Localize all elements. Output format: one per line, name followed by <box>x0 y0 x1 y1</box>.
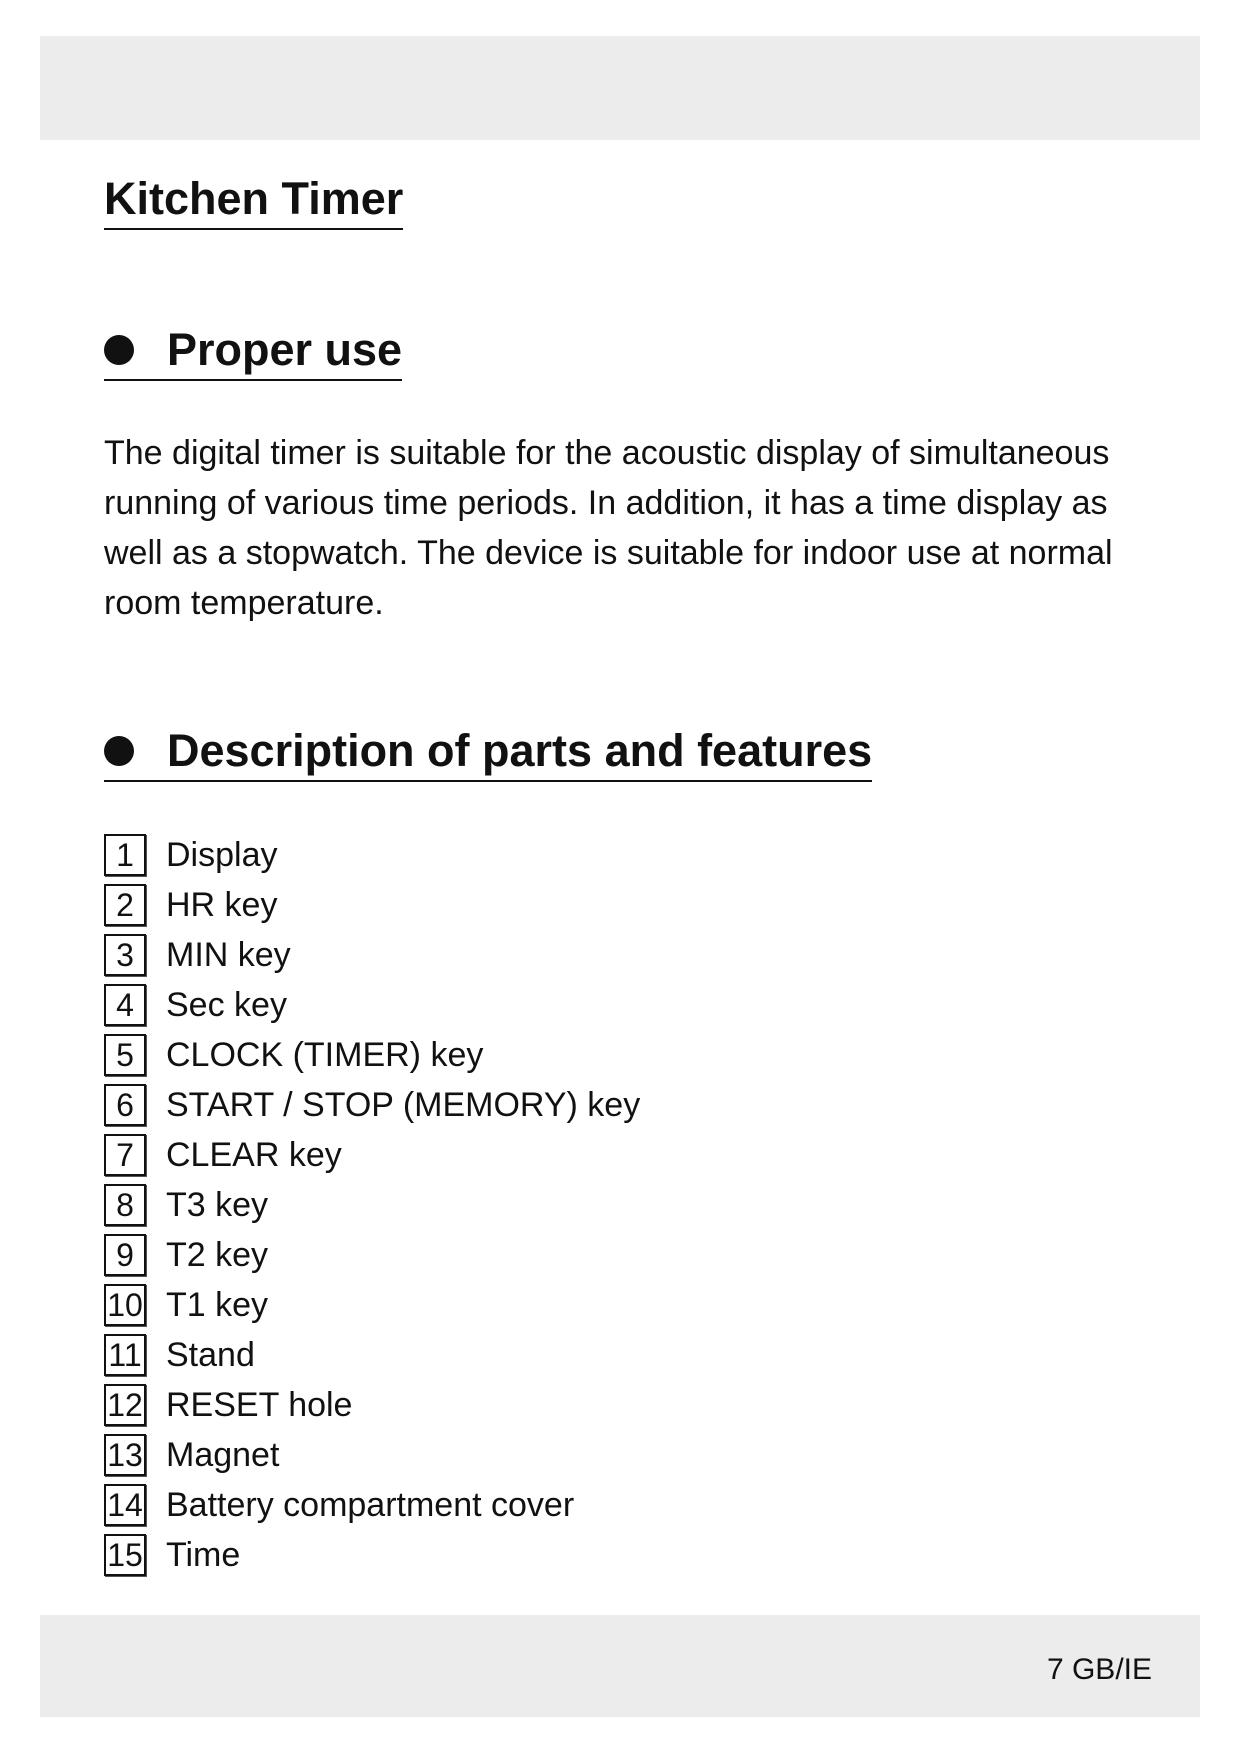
part-number-box: 11 <box>104 1334 146 1376</box>
document-title: Kitchen Timer <box>104 174 403 230</box>
part-label: T1 key <box>166 1285 269 1324</box>
list-item <box>104 1030 640 1080</box>
part-label: START / STOP (MEMORY) key <box>166 1085 641 1124</box>
part-label: CLOCK (TIMER) key <box>166 1035 484 1074</box>
part-number-box: 8 <box>104 1184 146 1226</box>
section-heading-proper-use <box>104 325 402 381</box>
parts-list <box>104 830 640 1580</box>
part-label: T3 key <box>166 1185 269 1224</box>
part-label: CLEAR key <box>166 1135 342 1174</box>
part-label: Time <box>166 1535 241 1574</box>
footer-band <box>40 1615 1200 1717</box>
list-item <box>104 1230 640 1280</box>
section-heading-label: Description of parts and features <box>167 725 873 776</box>
part-number-box: 3 <box>104 934 146 976</box>
list-item <box>104 830 640 880</box>
list-item <box>104 1080 640 1130</box>
bullet-icon <box>104 736 134 766</box>
part-label: HR key <box>166 885 278 924</box>
part-number-box: 13 <box>104 1434 146 1476</box>
list-item <box>104 980 640 1030</box>
part-number-box: 15 <box>104 1534 146 1576</box>
list-item <box>104 1480 640 1530</box>
list-item <box>104 1380 640 1430</box>
proper-use-text: The digital timer is suitable for the acoustic display of simultaneous running of various time periods. In addition, it has a time display as well as a stopwatch. The device is suitable for indoor use at normal room temperature. <box>104 434 1113 622</box>
page-number: 7 GB/IE <box>1046 1653 1152 1686</box>
part-number-box: 10 <box>104 1284 146 1326</box>
part-label: Magnet <box>166 1435 280 1474</box>
list-item <box>104 1330 640 1380</box>
section-heading-label: Proper use <box>167 324 403 375</box>
part-label: RESET hole <box>166 1385 353 1424</box>
section-heading-parts <box>104 726 872 782</box>
part-label: Battery compartment cover <box>166 1485 575 1524</box>
list-item <box>104 880 640 930</box>
bullet-icon <box>104 335 134 365</box>
part-number-box: 6 <box>104 1084 146 1126</box>
part-number-box: 4 <box>104 984 146 1026</box>
part-label: Sec key <box>166 985 287 1024</box>
part-number-box: 12 <box>104 1384 146 1426</box>
part-number-box: 5 <box>104 1034 146 1076</box>
header-band <box>40 36 1200 140</box>
part-label: T2 key <box>166 1235 269 1274</box>
part-label: Stand <box>166 1335 255 1374</box>
part-label: MIN key <box>166 935 291 974</box>
list-item <box>104 1530 640 1580</box>
list-item <box>104 930 640 980</box>
part-number-box: 1 <box>104 834 146 876</box>
part-number-box: 9 <box>104 1234 146 1276</box>
list-item <box>104 1430 640 1480</box>
part-label: Display <box>166 835 278 874</box>
list-item <box>104 1180 640 1230</box>
list-item <box>104 1130 640 1180</box>
part-number-box: 14 <box>104 1484 146 1526</box>
list-item <box>104 1280 640 1330</box>
part-number-box: 2 <box>104 884 146 926</box>
part-number-box: 7 <box>104 1134 146 1176</box>
